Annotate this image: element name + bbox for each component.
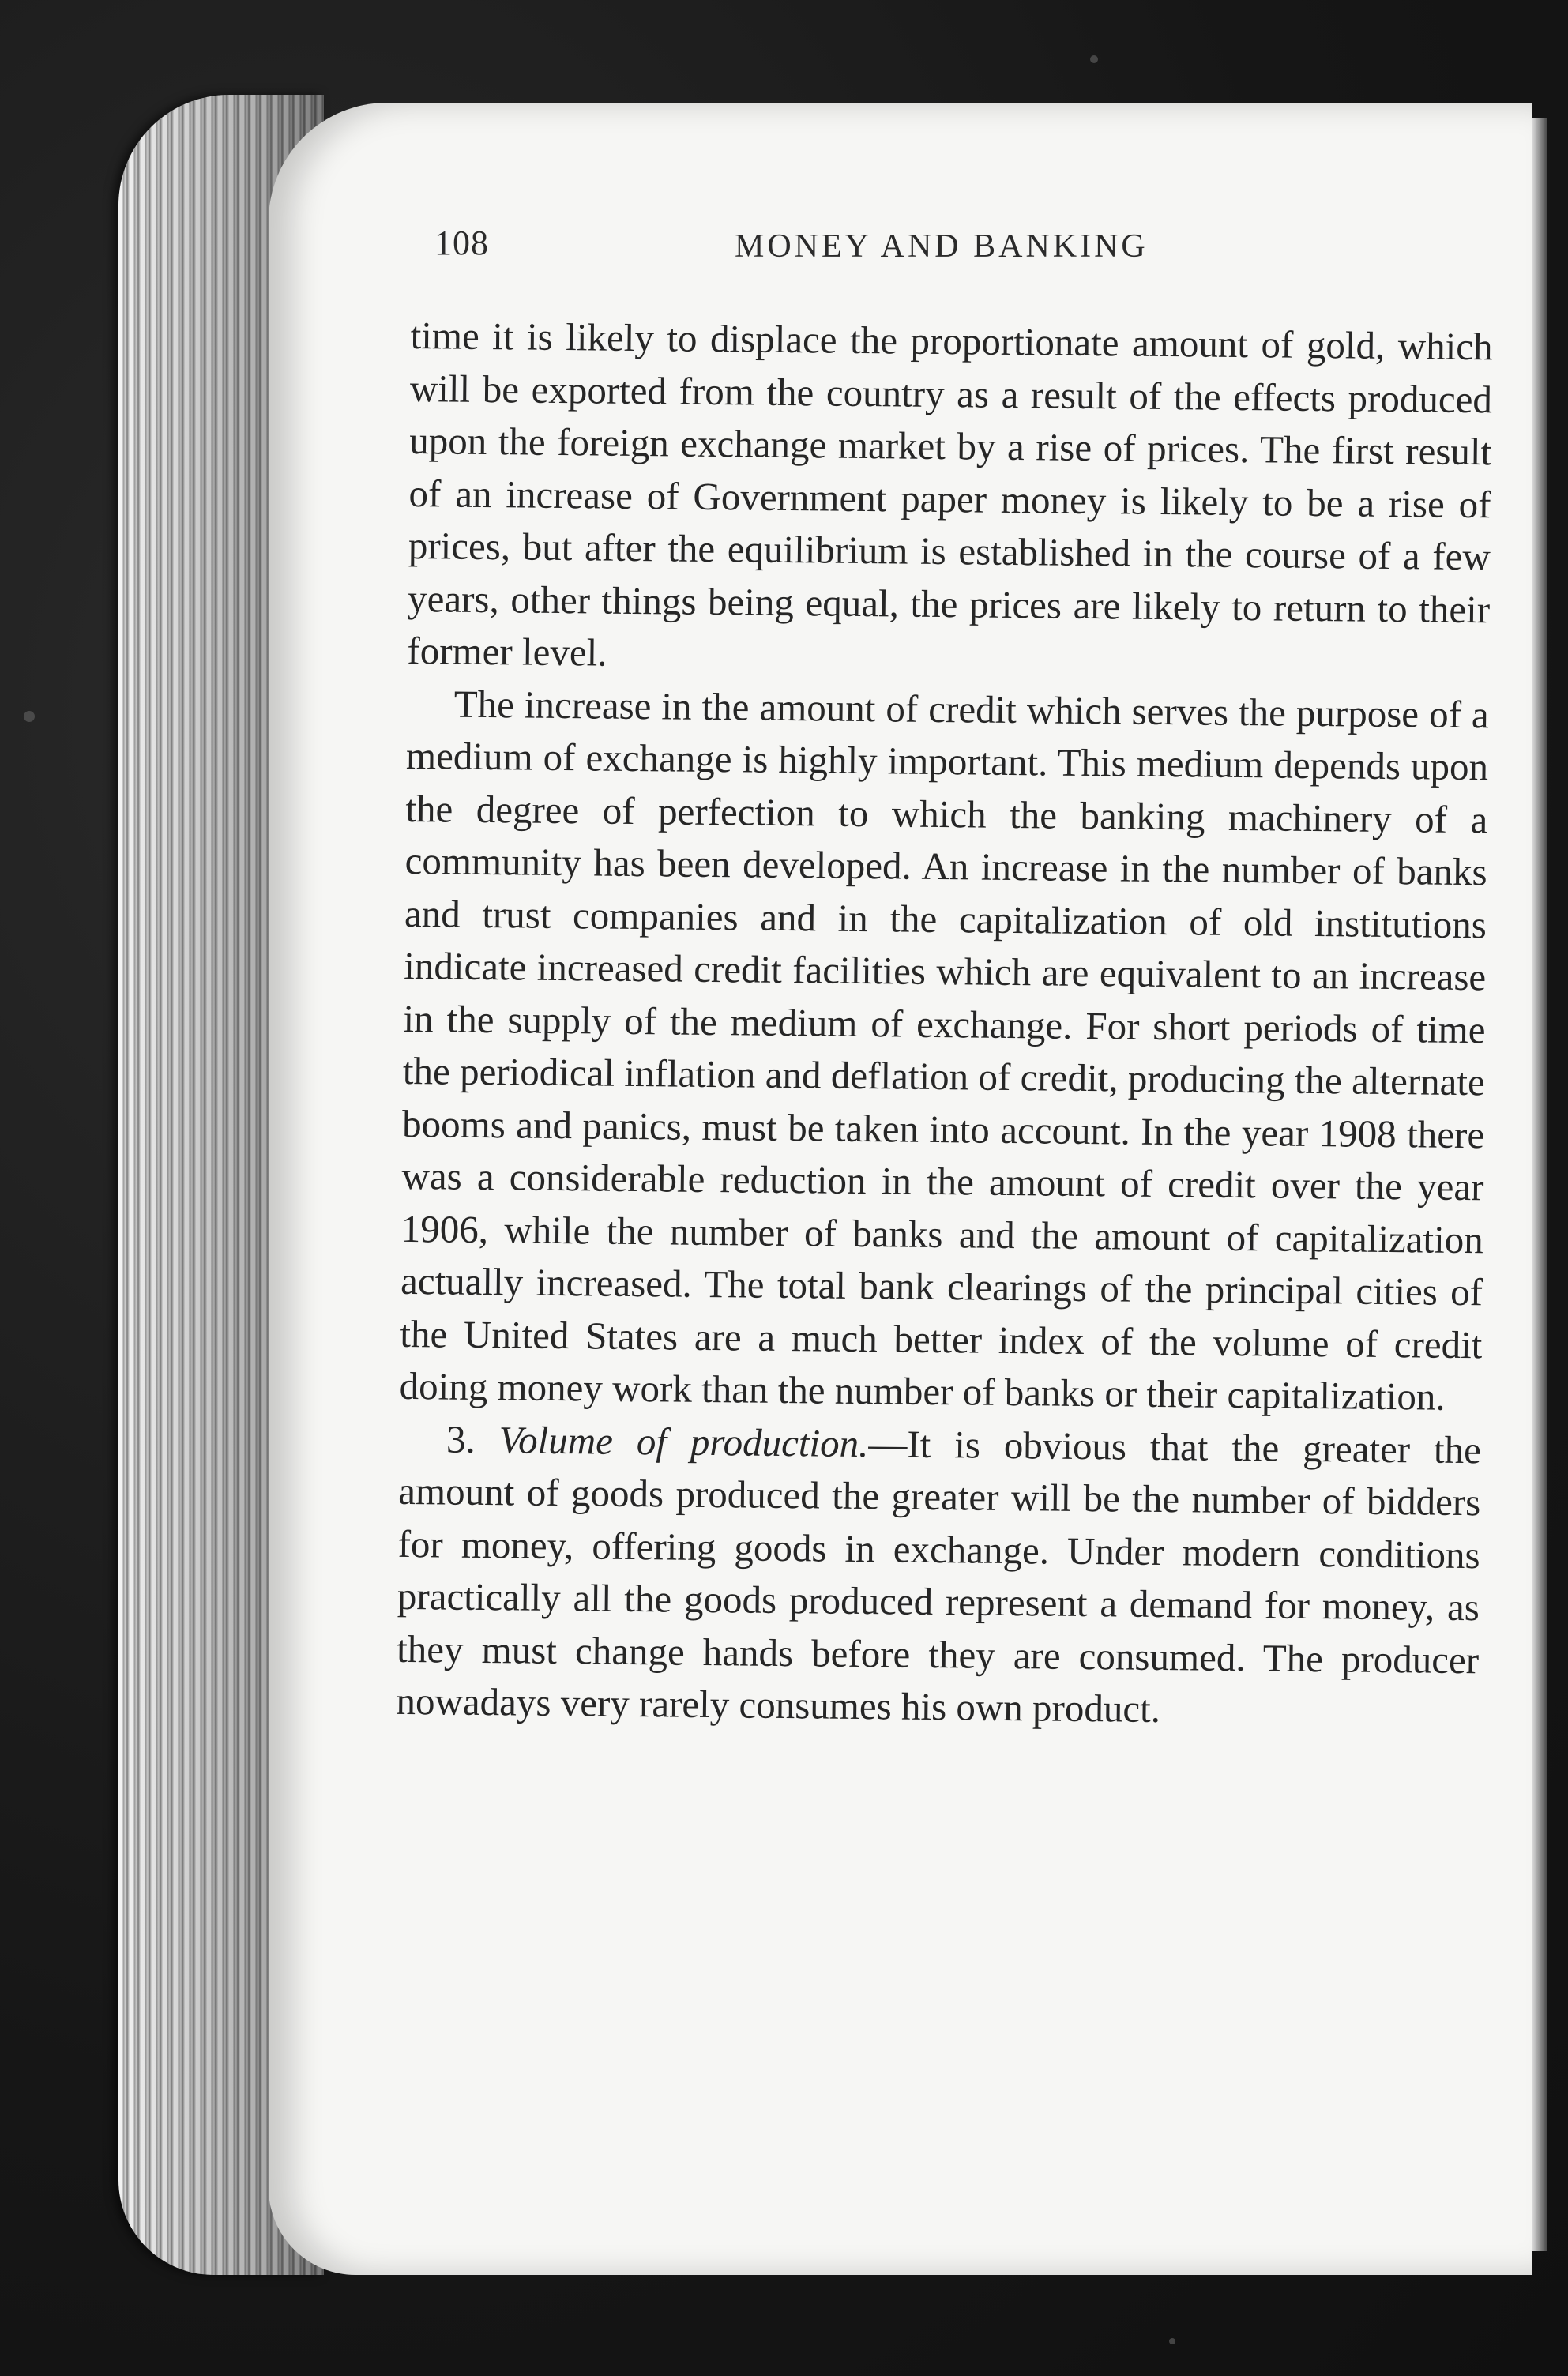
paragraph-2: The increase in the amount of credit which serves the purpose of a medium of exchange is highly important. This medium depends upon the degree of perfection to which the banking machinery of a community has been developed. An increase in the number of banks and trust companies and in the capitalization of old institutions indicate increased credit facilities which are equivalent to an increase in the supply of the medium of exchange. For short periods of time the periodical inflation and deflation of credit, producing the alternate booms and panics, must be taken into account. In the year 1908 there was a considerable reduction in the amount of credit over the year 1906, while the number of banks and the amount of capitalization actually increased. The total bank clearings of the principal cities of the United States are a much better index of the volume of credit doing money work than the number of banks or their capitalization.: [399, 682, 1489, 1419]
book-right-edge: [1532, 118, 1547, 2251]
page-header: [434, 223, 1493, 278]
running-head: MONEY AND BANKING: [735, 228, 1149, 265]
page-number: 108: [434, 224, 489, 262]
section-3-text: —It is obvious that the greater the amount of goods produced the greater will be the number of bidders for money, offering goods in exchange. Under modern conditions practically all the goods produced represent a demand for money, as they must change hands before they are consumed. The producer nowadays very rarely consumes his own product.: [396, 1421, 1482, 1731]
dust-speck: [1169, 2338, 1175, 2344]
paragraph-section-3: [396, 1412, 1481, 1739]
paragraph-1: time it is likely to displace the proportionate amount of gold, which will be exported from the country as a result of the effects produced upon the foreign exchange market by a rise of prices. The first result of an increase of Government paper money is likely to be a rise of prices, but after the equilibrium is established in the course of a few years, other things being equal, the prices are likely to return to their former level.: [407, 313, 1493, 675]
dust-speck: [1090, 55, 1098, 63]
section-title: Volume of production.: [498, 1417, 869, 1465]
dust-speck: [24, 711, 35, 722]
body-text: [396, 310, 1493, 1739]
section-number: 3.: [446, 1417, 476, 1461]
